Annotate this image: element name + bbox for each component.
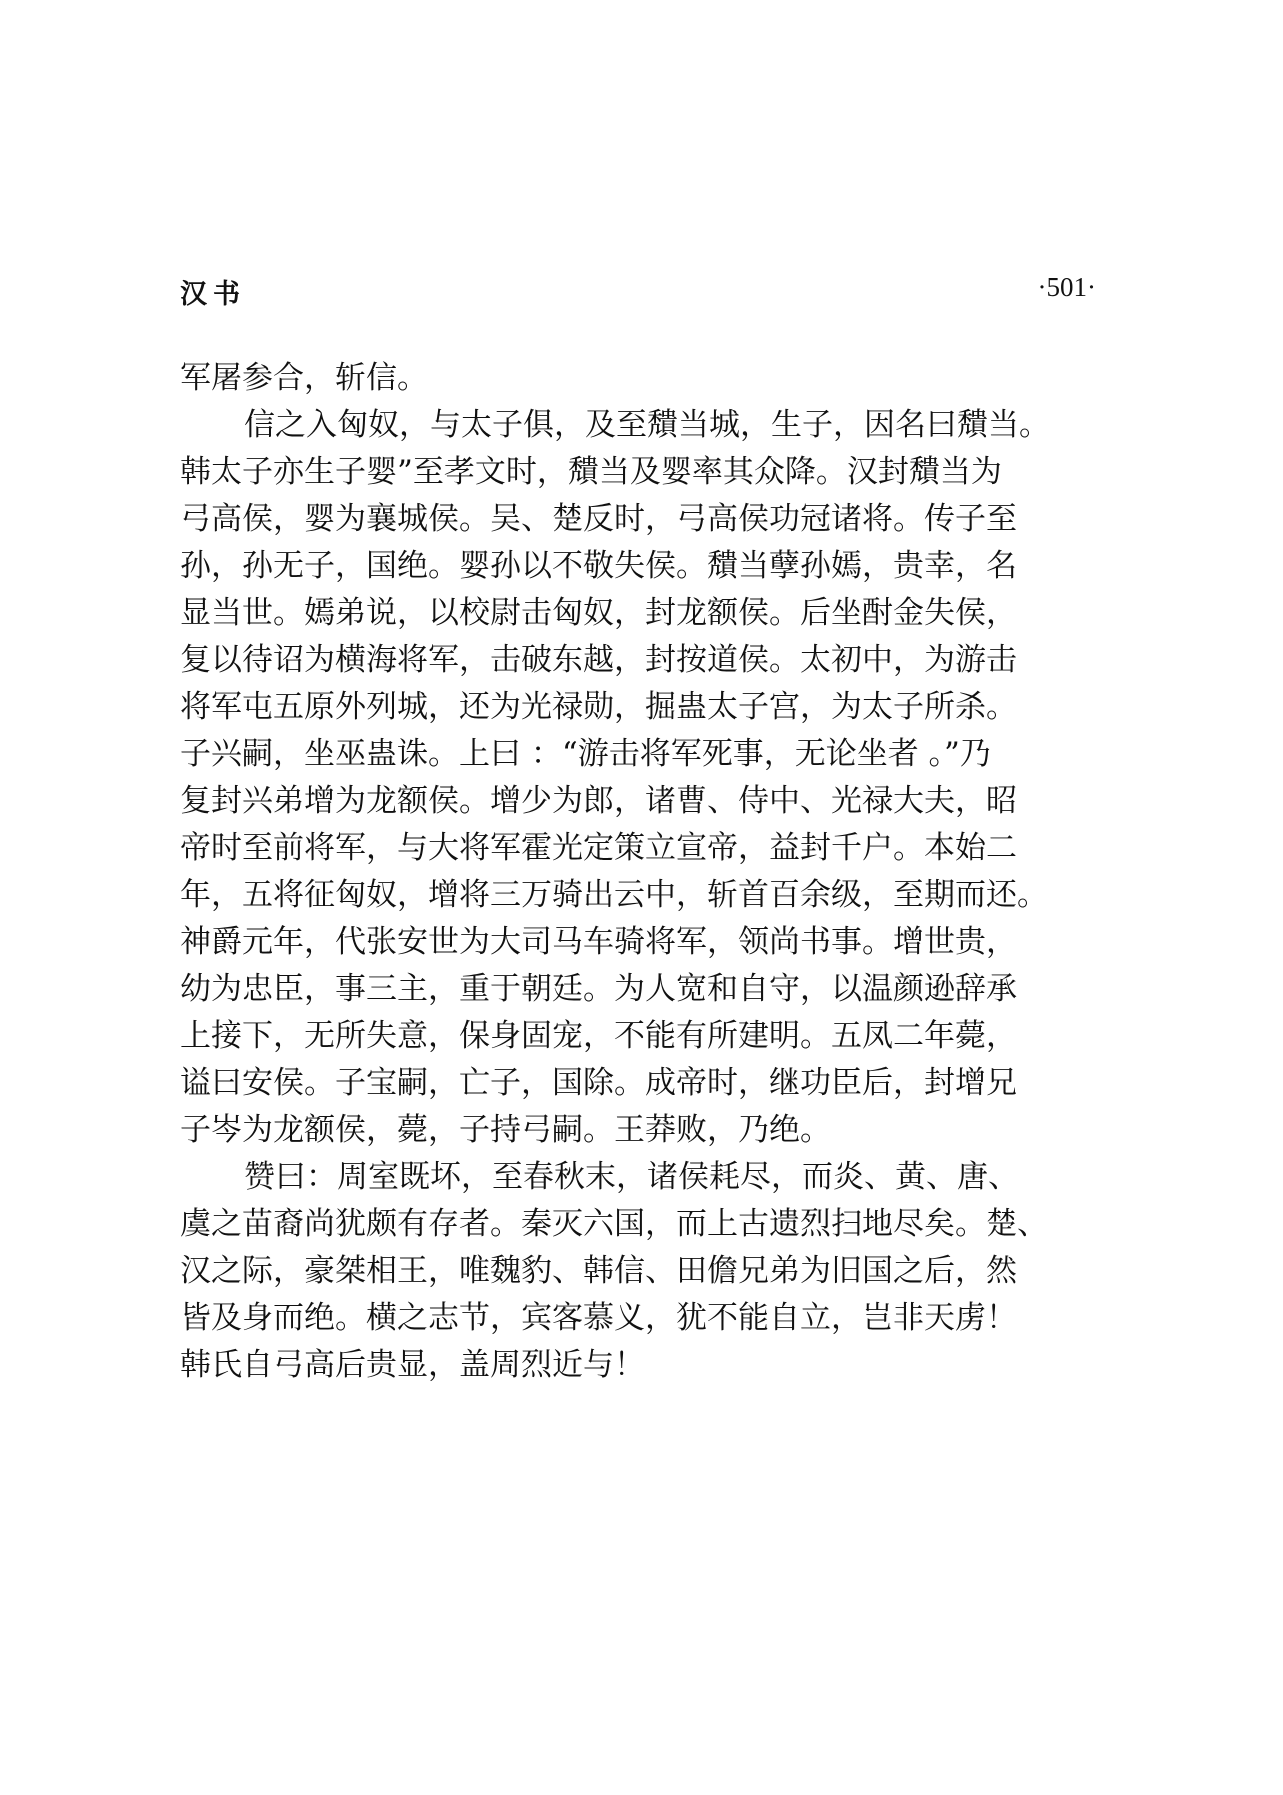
text-line: 赞曰：周室既坏，至春秋末，诸侯耗尽，而炎、黄、唐、 <box>244 1159 1019 1195</box>
text-line: 上接下，无所失意，保身固宠，不能有所建明。五凤二年薨， <box>180 1018 1017 1054</box>
text-line: 虞之苗裔尚犹颇有存者。秦灭六国，而上古遗烈扫地尽矣。楚、 <box>180 1206 1048 1242</box>
text-line: 年，五将征匈奴，增将三万骑出云中，斩首百余级，至期而还。 <box>180 877 1048 913</box>
text-line: 军屠参合，斩信。 <box>180 360 428 396</box>
page-number: ·501· <box>1037 272 1096 302</box>
text-line: 汉之际，豪桀相王，唯魏豹、韩信、田儋兄弟为旧国之后，然 <box>180 1253 1017 1289</box>
text-line: 韩太子亦生子婴”至孝文时，穨当及婴率其众降。汉封穨当为 <box>180 454 1002 490</box>
text-line: 将军屯五原外列城，还为光禄勋，掘蛊太子宫，为太子所杀。 <box>180 689 1017 725</box>
text-line: 孙，孙无子，国绝。婴孙以不敬失侯。穨当孽孙嫣，贵幸，名 <box>180 548 1017 584</box>
text-line: 复以待诏为横海将军，击破东越，封按道侯。太初中，为游击 <box>180 642 1017 678</box>
text-line: 子兴嗣，坐巫蛊诛。上曰 ：“游击将军死事，无论坐者 。”乃 <box>180 736 991 772</box>
page-header <box>180 272 1096 316</box>
text-line: 神爵元年，代张安世为大司马车骑将军，领尚书事。增世贵， <box>180 924 1017 960</box>
text-line: 幼为忠臣，事三主，重于朝廷。为人宽和自守，以温颜逊辞承 <box>180 971 1017 1007</box>
text-line: 弓高侯，婴为襄城侯。吴、楚反时，弓高侯功冠诸将。传子至 <box>180 501 1017 537</box>
text-line: 信之入匈奴，与太子俱，及至穨当城，生子，因名曰穨当。 <box>244 407 1050 443</box>
body-text <box>180 355 1096 1389</box>
text-line: 显当世。嫣弟说，以校尉击匈奴，封龙额侯。后坐酎金失侯， <box>180 595 1017 631</box>
text-line: 韩氏自弓高后贵显，盖周烈近与！ <box>180 1347 645 1383</box>
book-title: 汉书 <box>180 279 246 310</box>
text-line: 帝时至前将军，与大将军霍光定策立宣帝，益封千户。本始二 <box>180 830 1017 866</box>
text-line: 子岑为龙额侯，薨，子持弓嗣。王莽败，乃绝。 <box>180 1112 831 1148</box>
text-line: 皆及身而绝。横之志节，宾客慕义，犹不能自立，岂非天虏！ <box>180 1300 1017 1336</box>
text-line: 谥曰安侯。子宝嗣，亡子，国除。成帝时，继功臣后，封增兄 <box>180 1065 1017 1101</box>
text-line: 复封兴弟增为龙额侯。增少为郎，诸曹、侍中、光禄大夫，昭 <box>180 783 1017 819</box>
